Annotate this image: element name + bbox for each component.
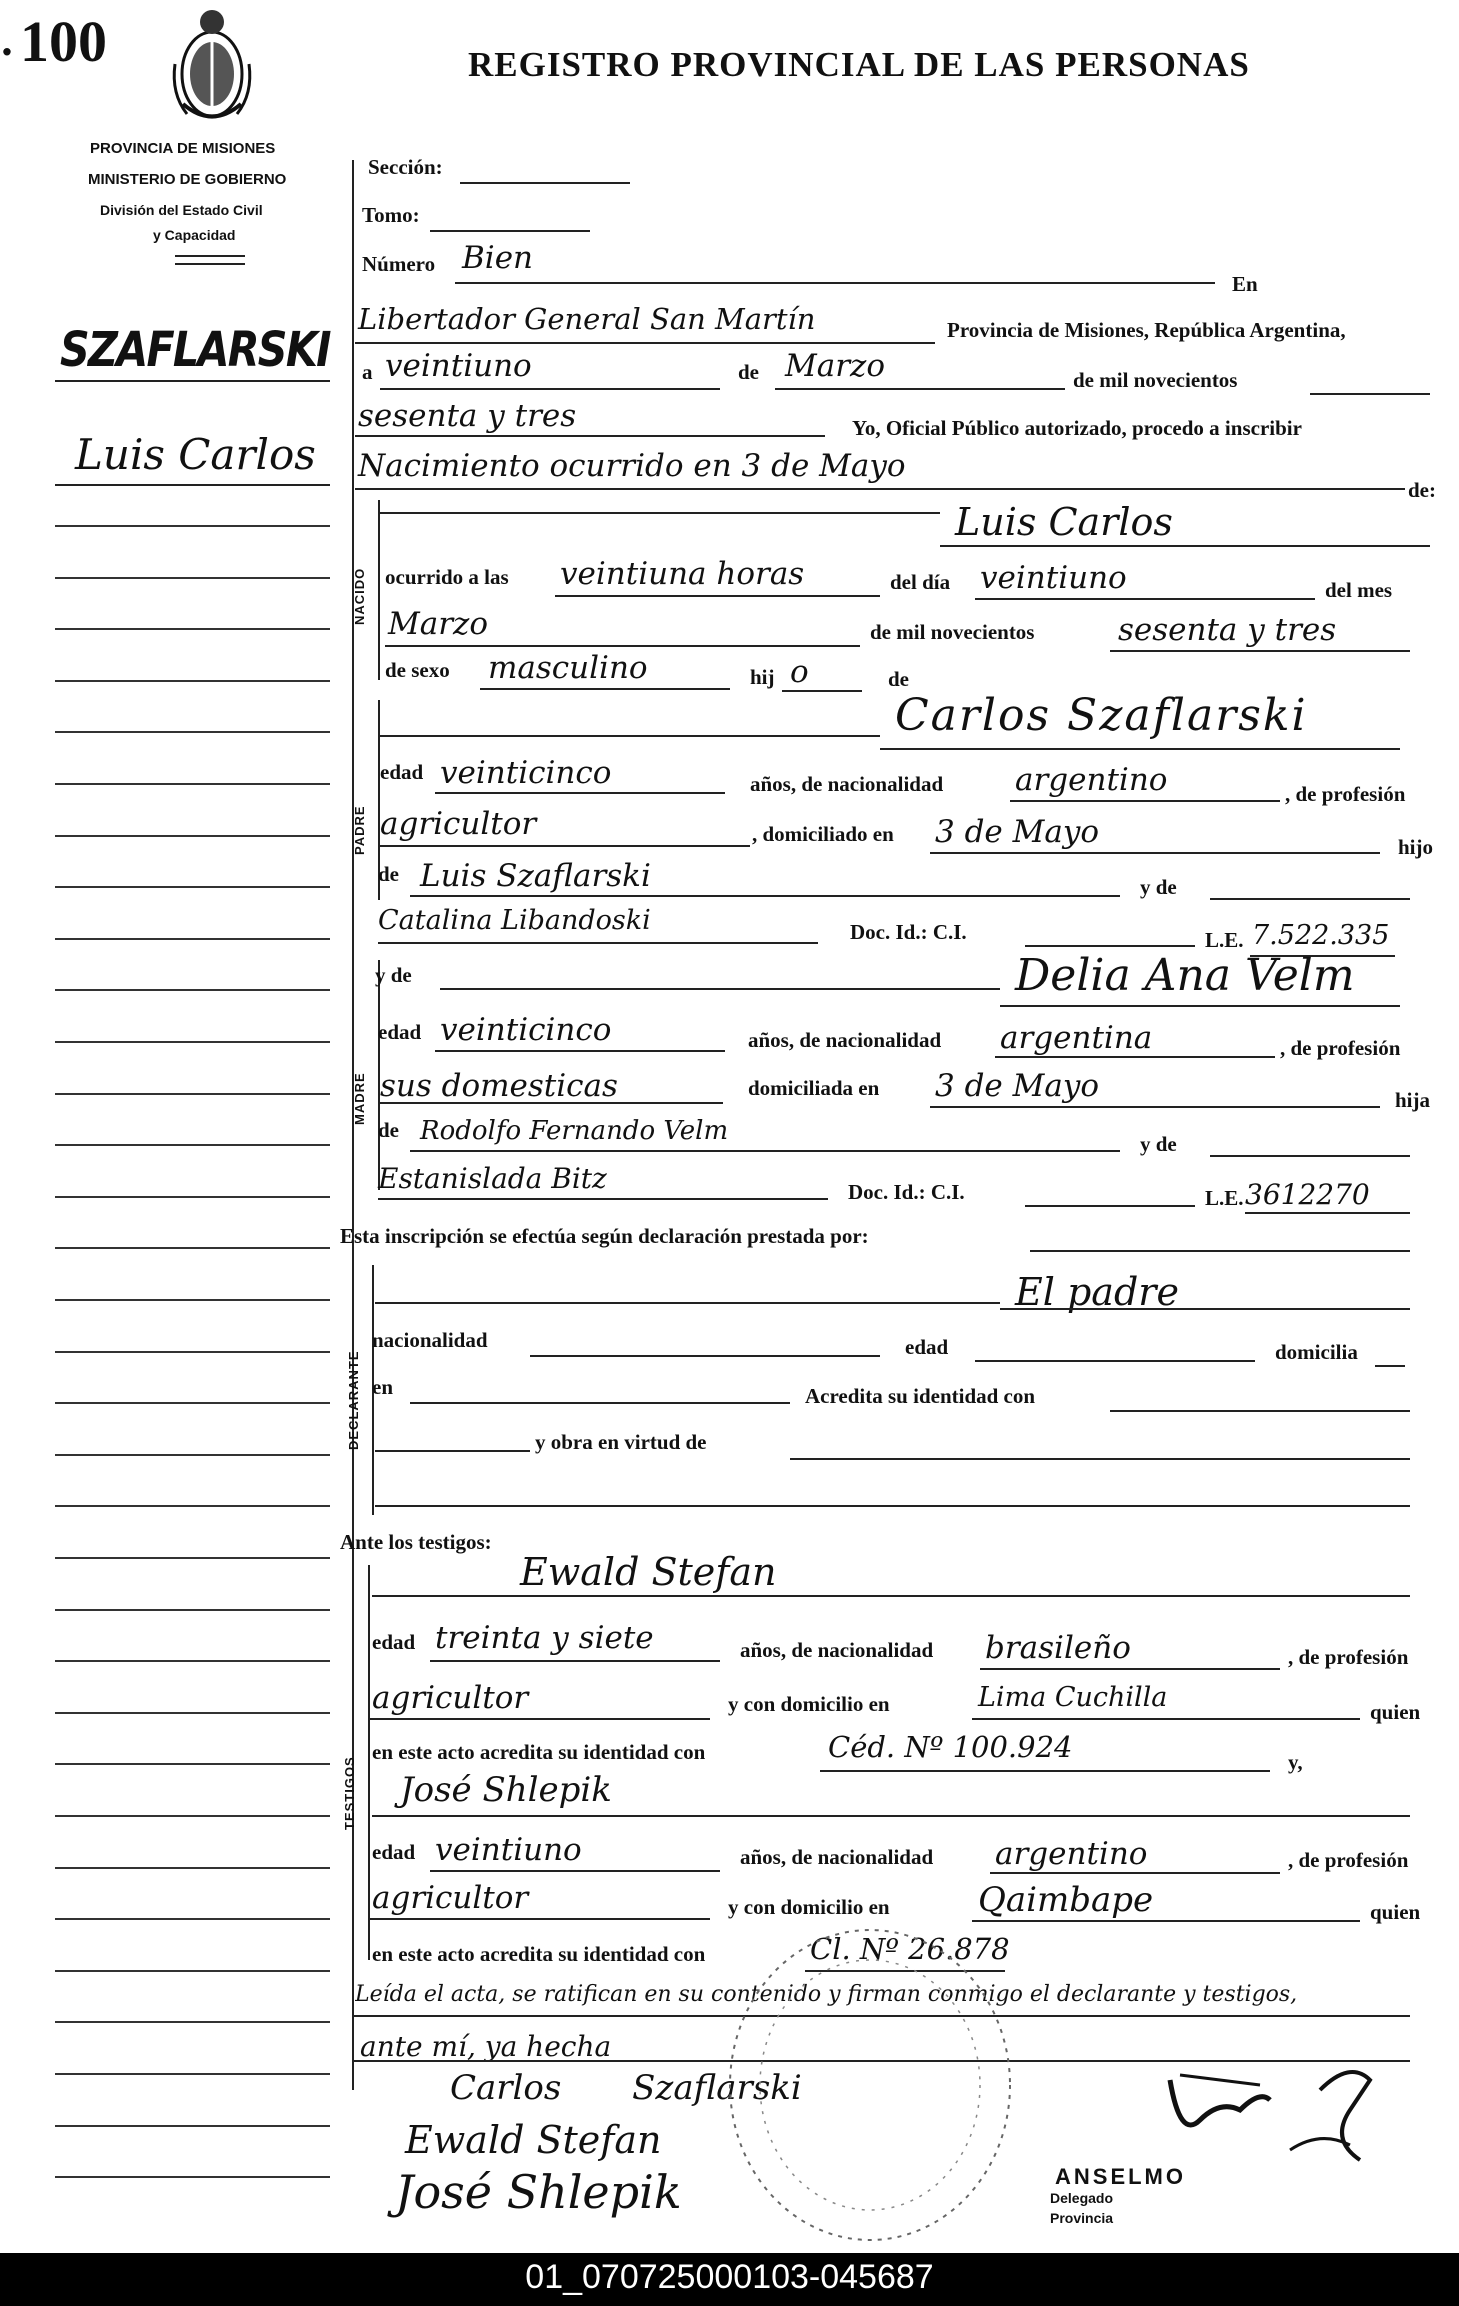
label-y-t1: y, [1288, 1750, 1303, 1774]
value-edad-t2: veintiuno [435, 1832, 582, 1868]
divider [175, 255, 245, 257]
nacido-line-1 [380, 512, 940, 514]
value-padre: Carlos Szaflarski [895, 690, 1308, 741]
label-doc-id-padre: Doc. Id.: C.I. [850, 920, 967, 944]
margin-rule [55, 2073, 330, 2075]
margin-rule [55, 2021, 330, 2023]
label-edad-t1: edad [372, 1630, 416, 1654]
value-abuelo-m: Rodolfo Fernando Velm [420, 1116, 729, 1146]
nac-t1-line [980, 1668, 1280, 1670]
note-line-1: Leída el acta, se ratifican en su contenido y firman conmigo el declarante y testigos, [355, 1982, 1298, 2007]
label-anos-nac-padre: años, de nacionalidad [750, 772, 944, 796]
margin-surname: SZAFLARSKI [60, 322, 330, 378]
label-domiciliado: , domiciliado en [752, 822, 894, 846]
doc-id-padre-line [1025, 945, 1195, 947]
label-en-este-acto-t1: en este acto acredita su identidad con [372, 1740, 706, 1764]
value-nombre: Luis Carlos [955, 500, 1173, 544]
label-del-dia: del día [890, 570, 951, 594]
label-domicilia: domicilia [1275, 1340, 1358, 1364]
y-de-p-line [1210, 898, 1410, 900]
label-edad-t2: edad [372, 1840, 416, 1864]
nacido-bracket [378, 500, 380, 680]
margin-rule [55, 1505, 330, 1507]
padre-line-1 [380, 735, 880, 737]
margin-line [55, 484, 330, 486]
label-de-abuelo-m: de [378, 1118, 399, 1142]
madre-line-1 [440, 988, 1000, 990]
label-le-madre: L.E. [1205, 1186, 1244, 1210]
label-anos-nac-madre: años, de nacionalidad [748, 1028, 942, 1052]
label-yo-oficial: Yo, Oficial Público autorizado, procedo a inscribir [852, 416, 1302, 440]
margin-rule [55, 1867, 330, 1869]
value-edad-madre: veinticinco [440, 1012, 612, 1048]
label-le-padre: L.E. [1205, 928, 1244, 952]
note-line-2: ante mí, ya hecha [360, 2030, 612, 2063]
value-abuela-m: Estanislada Bitz [378, 1162, 607, 1195]
page-title: REGISTRO PROVINCIAL DE LAS PERSONAS [468, 45, 1250, 84]
label-ante-testigos: Ante los testigos: [340, 1530, 492, 1554]
label-a: a [362, 360, 373, 384]
label-nacionalidad-d: nacionalidad [372, 1328, 488, 1352]
obra-line-left [375, 1450, 530, 1452]
margin-rule [55, 1660, 330, 1662]
official-signature-icon [1150, 2050, 1410, 2180]
edad-t2-line [430, 1870, 720, 1872]
hij-line [782, 690, 862, 692]
label-ocurrido: ocurrido a las [385, 565, 509, 589]
value-declarante: El padre [1015, 1270, 1179, 1314]
margin-rule [55, 1609, 330, 1611]
edad-padre-line [435, 792, 725, 794]
testigos-bracket [368, 1565, 370, 1960]
value-prof-t2: agricultor [372, 1880, 529, 1916]
testigo1-line [372, 1595, 1410, 1597]
margin-rule [55, 989, 330, 991]
section-nacido: NACIDO [352, 567, 367, 625]
value-prof-madre: sus domesticas [380, 1068, 618, 1104]
edad-t1-line [430, 1660, 720, 1662]
label-hijo: hijo [1398, 835, 1434, 859]
label-edad-madre: edad [378, 1020, 422, 1044]
round-seal-icon [720, 1920, 1020, 2250]
label-de-mil-nov: de mil novecientos [870, 620, 1035, 644]
value-mes: Marzo [388, 606, 489, 642]
y-de-m-line [1210, 1155, 1410, 1157]
declarante-line-last [375, 1505, 1410, 1507]
label-anos-nac-t1: años, de nacionalidad [740, 1638, 934, 1662]
label-y-de-madre: y de [375, 963, 412, 987]
margin-rule [55, 1763, 330, 1765]
section-madre: MADRE [352, 1072, 367, 1125]
label-declaracion: Esta inscripción se efectúa según declaración prestada por: [340, 1224, 869, 1248]
margin-rule [55, 1299, 330, 1301]
label-edad-padre: edad [380, 760, 424, 784]
en-line [355, 342, 935, 344]
prof-padre-line [378, 845, 750, 847]
value-anio: sesenta y tres [358, 398, 577, 434]
margin-rule [55, 525, 330, 527]
label-de-mil-novecientos: de mil novecientos [1073, 368, 1238, 392]
label-y-de-m: y de [1140, 1132, 1177, 1156]
prof-madre-line [378, 1102, 723, 1104]
label-de-abuelo-p: de [378, 862, 399, 886]
value-abuela-p: Catalina Libandoski [378, 905, 651, 936]
signature-3: José Shlepik [395, 2165, 682, 2219]
value-madre: Delia Ana Velm [1015, 950, 1355, 1001]
label-y-de-p: y de [1140, 875, 1177, 899]
label-de-padre: de [888, 667, 909, 691]
label-provincia: Provincia de Misiones, República Argentina, [947, 318, 1346, 342]
margin-rule [55, 577, 330, 579]
value-prof-t1: agricultor [372, 1680, 529, 1716]
value-en: Libertador General San Martín [358, 302, 816, 336]
margin-rule [55, 1712, 330, 1714]
dom-t1-line [972, 1718, 1360, 1720]
label-prof-t2: , de profesión [1288, 1848, 1409, 1872]
value-horas: veintiuna horas [560, 556, 805, 592]
label-doc-id-madre: Doc. Id.: C.I. [848, 1180, 965, 1204]
margin-rule [55, 1454, 330, 1456]
margin-rule [55, 628, 330, 630]
left-edge-mark: . [0, 18, 14, 65]
margin-rule [55, 1247, 330, 1249]
label-prof-padre: , de profesión [1285, 782, 1406, 806]
value-edad-t1: treinta y siete [435, 1620, 654, 1656]
margin-rule [55, 731, 330, 733]
horas-line [555, 595, 880, 597]
value-nac-madre: argentina [1000, 1020, 1153, 1056]
label-quien-t2: quien [1370, 1900, 1421, 1924]
de-mes-line [775, 388, 1065, 390]
label-en-d: en [372, 1375, 393, 1399]
section-testigos: TESTIGOS [342, 1756, 357, 1830]
value-testigo1: Ewald Stefan [520, 1550, 777, 1594]
dom-madre-line [930, 1106, 1380, 1108]
value-sexo: masculino [488, 650, 648, 686]
edad-madre-line [435, 1050, 725, 1052]
dia-line [975, 598, 1315, 600]
stamp-line-1: ANSELMO [1055, 2164, 1186, 2189]
division-name-2: y Capacidad [153, 227, 236, 243]
value-nac-padre: argentino [1015, 762, 1168, 798]
label-dom-t1: y con domicilio en [728, 1692, 890, 1716]
a-line [380, 388, 720, 390]
margin-rule [55, 1815, 330, 1817]
dom-padre-line [930, 852, 1380, 854]
margin-rule [55, 1970, 330, 1972]
label-dom-t2: y con domicilio en [728, 1895, 890, 1919]
province-name: PROVINCIA DE MISIONES [90, 140, 276, 157]
margin-rule [55, 783, 330, 785]
edad-d-line [975, 1360, 1255, 1362]
en-d-line [410, 1402, 790, 1404]
value-le-padre: 7.522.335 [1252, 920, 1390, 951]
declarante-line-1 [375, 1302, 1000, 1304]
abuelo-p-line [410, 895, 1120, 897]
margin-rule [55, 1093, 330, 1095]
label-de-sexo: de sexo [385, 658, 450, 682]
value-le-madre: 3612270 [1245, 1178, 1370, 1211]
nac-padre-line [1010, 800, 1280, 802]
margin-rule [55, 1196, 330, 1198]
sexo-line [480, 688, 730, 690]
label-anos-nac-t2: años, de nacionalidad [740, 1845, 934, 1869]
label-prof-t1: , de profesión [1288, 1645, 1409, 1669]
tomo-line [430, 230, 590, 232]
record-number: 100 [20, 9, 107, 74]
nombre-line [940, 545, 1430, 547]
domicilia-line [1375, 1365, 1405, 1367]
signature-2: Ewald Stefan [405, 2118, 662, 2162]
doc-t1-line [820, 1770, 1270, 1772]
margin-rule [55, 1918, 330, 1920]
anio-nac-line [1110, 650, 1410, 652]
value-prof-padre: agricultor [380, 806, 537, 842]
margin-line [55, 380, 330, 382]
nac-t2-line [990, 1872, 1280, 1874]
division-name: División del Estado Civil [100, 202, 263, 218]
testigo2-line [372, 1815, 1410, 1817]
anio-line [355, 435, 825, 437]
label-domiciliada: domiciliada en [748, 1076, 880, 1100]
seccion-line [460, 182, 630, 184]
value-hij-o: o [790, 654, 809, 690]
value-dia: veintiuno [980, 560, 1127, 596]
nacionalidad-d-line [530, 1355, 880, 1357]
footer-code: 01_070725000103-045687 [525, 2258, 934, 2296]
label-tomo: Tomo: [362, 203, 420, 227]
value-dom-t2: Qaimbape [978, 1880, 1154, 1920]
value-doc-t2: Cl. Nº 26.878 [810, 1932, 1010, 1966]
label-acredita: Acredita su identidad con [805, 1384, 1036, 1408]
value-dom-padre: 3 de Mayo [935, 814, 1100, 850]
margin-rule [55, 835, 330, 837]
stamp-line-3: Provincia [1050, 2210, 1114, 2226]
dom-t2-line [972, 1920, 1360, 1922]
value-dom-madre: 3 de Mayo [935, 1068, 1100, 1104]
label-quien-t1: quien [1370, 1700, 1421, 1724]
acredita-line [1110, 1410, 1410, 1412]
nac-madre-line [995, 1056, 1275, 1058]
value-inscribir: Nacimiento ocurrido en 3 de Mayo [358, 448, 906, 484]
label-numero: Número [362, 252, 436, 276]
declarante-name-line [1000, 1308, 1410, 1310]
label-hij: hij [750, 665, 775, 689]
value-anio-nac: sesenta y tres [1118, 612, 1337, 648]
margin-rule [55, 1402, 330, 1404]
stamp-line-2: Delegado [1050, 2190, 1114, 2206]
abuela-p-line [378, 942, 818, 944]
label-edad-d: edad [905, 1335, 949, 1359]
label-en: En [1232, 272, 1258, 296]
value-nac-t2: argentino [995, 1836, 1148, 1872]
margin-given-names: Luis Carlos [75, 430, 316, 479]
margin-rule [55, 886, 330, 888]
label-obra: y obra en virtud de [535, 1430, 707, 1454]
divider [175, 263, 245, 265]
inscribir-line [355, 488, 1405, 490]
label-hija: hija [1395, 1088, 1431, 1112]
margin-rule [55, 680, 330, 682]
abuela-m-line [378, 1198, 828, 1200]
section-padre: PADRE [352, 805, 367, 855]
margin-rule [55, 1557, 330, 1559]
anio-line-top [1310, 393, 1430, 395]
value-a-dia: veintiuno [385, 348, 532, 384]
prof-t1-line [370, 1718, 710, 1720]
section-declarante: DECLARANTE [346, 1350, 361, 1450]
margin-rule [55, 2125, 330, 2127]
value-edad-padre: veinticinco [440, 755, 612, 791]
margin-rule [55, 2176, 330, 2178]
madre-name-line [1000, 1005, 1400, 1007]
value-nac-t1: brasileño [985, 1630, 1131, 1666]
abuelo-m-line [410, 1150, 1120, 1152]
margin-rule [55, 1351, 330, 1353]
label-del-mes: del mes [1325, 578, 1393, 602]
ministry-name: MINISTERIO DE GOBIERNO [88, 171, 287, 188]
value-abuelo-p: Luis Szaflarski [420, 858, 651, 894]
value-numero: Bien [462, 240, 534, 276]
margin-rule [55, 938, 330, 940]
prof-t2-line [370, 1918, 710, 1920]
le-madre-line [1245, 1212, 1410, 1214]
label-de: de [738, 360, 759, 384]
label-seccion: Sección: [368, 155, 443, 179]
value-dom-t1: Lima Cuchilla [978, 1682, 1168, 1713]
value-testigo2: José Shlepik [400, 1770, 612, 1810]
label-en-este-acto-t2: en este acto acredita su identidad con [372, 1942, 706, 1966]
mes-line [385, 645, 860, 647]
label-de-colon: de: [1408, 478, 1436, 502]
doc-id-madre-line [1025, 1205, 1195, 1207]
margin-rule [55, 1144, 330, 1146]
numero-line [455, 282, 1215, 284]
coat-of-arms-icon [165, 4, 260, 129]
padre-name-line [880, 748, 1400, 750]
value-doc-t1: Céd. Nº 100.924 [828, 1730, 1073, 1764]
signature-1: Carlos Szaflarski [450, 2068, 802, 2108]
margin-rule [55, 1041, 330, 1043]
value-de-mes: Marzo [785, 348, 886, 384]
obra-line [790, 1458, 1410, 1460]
label-prof-madre: , de profesión [1280, 1036, 1401, 1060]
declaracion-line-1 [1030, 1250, 1410, 1252]
